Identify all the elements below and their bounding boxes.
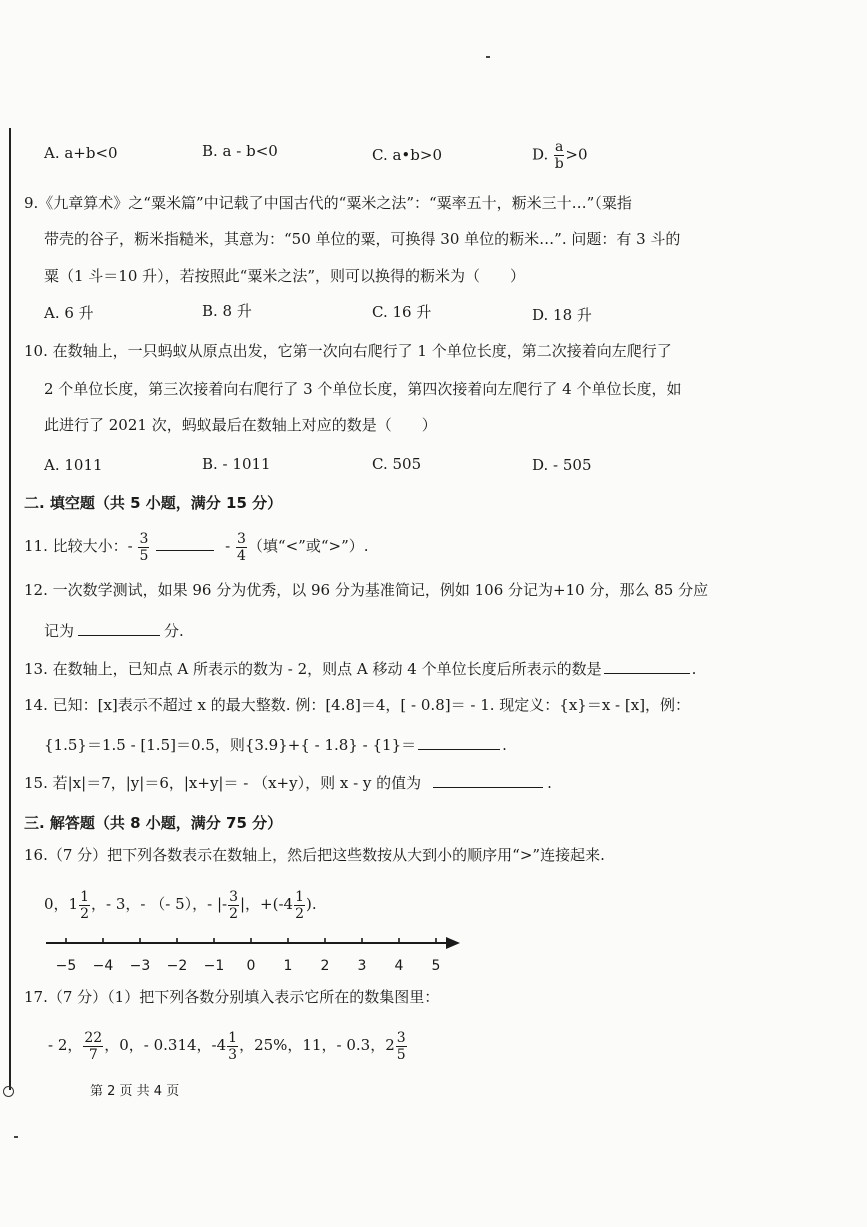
- q16-numbers-mid: ，- 3，- （- 5），- |-: [91, 895, 228, 913]
- number-line-tick-label: −5: [55, 958, 77, 974]
- q10-option-b: B. - 1011: [202, 455, 271, 473]
- number-line-arrow-icon: [446, 937, 460, 949]
- q8-option-d-suffix: >0: [565, 145, 588, 164]
- fraction-denominator: 5: [139, 547, 149, 564]
- q8-option-a: A. a+b<0: [44, 144, 118, 162]
- q11: [24, 526, 369, 566]
- q10-option-d: D. - 505: [532, 456, 592, 474]
- q14-end: .: [502, 736, 507, 754]
- q15-answer-blank[interactable]: [433, 773, 543, 788]
- fraction-numerator: 3: [229, 888, 238, 905]
- q17-fraction-1: [83, 1031, 103, 1062]
- fraction-numerator: 1: [228, 1029, 238, 1046]
- fraction-denominator: 5: [396, 1046, 406, 1063]
- q16-mixed-whole: 1: [68, 895, 79, 913]
- q9-line-2: 带壳的谷子，粝米指糙米，其意为：“50 单位的粟，可换得 30 单位的粝米…”. 问题：有 3 斗的: [44, 230, 681, 248]
- q14-text: {1.5}＝1.5 - [1.5]＝0.5，则{3.9}+{ - 1.8} - {1}＝: [44, 736, 417, 754]
- fraction-numerator: 3: [396, 1029, 406, 1046]
- number-line-axis: [44, 928, 464, 958]
- q9-option-d: D. 18 升: [532, 306, 592, 324]
- fraction-denominator: 2: [295, 905, 305, 922]
- fraction-numerator: a: [555, 139, 564, 155]
- fraction-numerator: 1: [80, 888, 90, 905]
- q8-option-d: [532, 140, 588, 171]
- fraction-denominator: 2: [80, 905, 90, 922]
- q11-suffix: （填“<”或“>”）.: [247, 537, 369, 555]
- fraction-numerator: 3: [237, 530, 246, 547]
- q17-numbers-mid: ，0，- 0.314，-4: [104, 1036, 227, 1054]
- q17-number-a: - 2，: [48, 1036, 83, 1054]
- q16-fraction-2: [228, 890, 239, 921]
- fraction-numerator: 22: [84, 1029, 103, 1046]
- q11-fraction-1: [138, 532, 149, 563]
- q12-answer-blank[interactable]: [78, 621, 160, 636]
- fraction-numerator: 1: [295, 888, 305, 905]
- q14-line-2: [44, 735, 507, 755]
- q13-end: .: [691, 660, 697, 678]
- q10-line-1: 10. 在数轴上，一只蚂蚁从原点出发，它第一次向右爬行了 1 个单位长度，第二次接着向左爬行了: [24, 342, 672, 360]
- number-line-tick-label: 3: [357, 958, 367, 974]
- fraction-denominator: b: [554, 156, 564, 172]
- fraction-denominator: 7: [88, 1046, 98, 1063]
- q16-fraction-1: [79, 890, 90, 921]
- q17-numbers-mid-2: ，25%，11，- 0.3，2: [239, 1036, 395, 1054]
- q16-numbers: [44, 884, 317, 924]
- scan-speck: [486, 56, 490, 58]
- q12-line-2: [44, 621, 184, 641]
- q10-option-c: C. 505: [372, 455, 422, 473]
- q13-answer-blank[interactable]: [604, 659, 690, 674]
- q16-fraction-3: [294, 890, 305, 921]
- q15-text: 15. 若|x|＝7，|y|＝6，|x+y|＝ - （x+y），则 x - y 的值为: [24, 774, 422, 792]
- fraction-denominator: 4: [237, 547, 246, 564]
- q11-prefix: 11. 比较大小：-: [24, 537, 138, 555]
- fraction-denominator: 2: [229, 905, 238, 922]
- page-footer: 第 2 页 共 4 页: [90, 1084, 180, 1099]
- q8-option-d-prefix: D.: [532, 145, 554, 164]
- number-line-tick-label: 5: [431, 958, 441, 974]
- q14-answer-blank[interactable]: [418, 735, 500, 750]
- q11-mid: -: [220, 537, 235, 555]
- section-3-heading: 三. 解答题（共 8 小题，满分 75 分）: [24, 814, 283, 832]
- q17-numbers: [48, 1022, 408, 1068]
- number-line-tick-label: 0: [246, 958, 256, 974]
- fraction-denominator: 3: [228, 1046, 238, 1063]
- q12-prefix: 记为: [44, 622, 75, 640]
- q16-numbers-end: ).: [306, 895, 317, 913]
- q16-stem: 16.（7 分）把下列各数表示在数轴上，然后把这些数按从大到小的顺序用“>”连接起来.: [24, 846, 605, 864]
- number-line-tick-label: 1: [283, 958, 293, 974]
- number-line-tick-label: −3: [129, 958, 151, 974]
- q9-option-c: C. 16 升: [372, 303, 432, 321]
- number-line-tick-label: −1: [203, 958, 225, 974]
- q10-line-3: 此进行了 2021 次，蚂蚁最后在数轴上对应的数是（ ）: [44, 416, 437, 434]
- q10-option-a: A. 1011: [44, 456, 103, 474]
- q12-suffix: 分.: [164, 622, 184, 640]
- q10-line-2: 2 个单位长度，第三次接着向右爬行了 3 个单位长度，第四次接着向左爬行了 4 个单位长度，如: [44, 380, 682, 398]
- section-2-heading: 二. 填空题（共 5 小题，满分 15 分）: [24, 494, 283, 512]
- number-line: [44, 928, 464, 978]
- q14-line-1: 14. 已知：[x]表示不超过 x 的最大整数. 例：[4.8]＝4，[ - 0.8]＝ - 1. 现定义：{x}＝x - [x]，例：: [24, 696, 691, 714]
- margin-rule: [9, 128, 11, 1090]
- number-line-tick-label: 4: [394, 958, 404, 974]
- q13-text: 13. 在数轴上，已知点 A 所表示的数为 - 2，则点 A 移动 4 个单位长度后所表示的数是: [24, 660, 602, 678]
- q17-fraction-2: [227, 1031, 238, 1062]
- fraction-numerator: 3: [139, 530, 149, 547]
- q13: [24, 659, 696, 679]
- q15: [24, 773, 552, 793]
- q16-number-0: 0，: [44, 895, 69, 913]
- number-line-tick-label: 2: [320, 958, 330, 974]
- q17-stem: 17.（7 分）（1）把下列各数分别填入表示它所在的数集图里：: [24, 988, 440, 1006]
- q11-answer-blank[interactable]: [156, 536, 214, 551]
- number-line-tick-label: −2: [166, 958, 188, 974]
- q9-line-3: 粟（1 斗＝10 升），若按照此“粟米之法”，则可以换得的粝米为（ ）: [44, 267, 526, 285]
- q11-fraction-2: [236, 532, 247, 563]
- q8-option-b: B. a - b<0: [202, 142, 278, 160]
- q16-numbers-mid-2: |，+(-4: [240, 895, 294, 913]
- q9-option-a: A. 6 升: [44, 304, 94, 322]
- q15-end: .: [547, 774, 552, 792]
- q9-option-b: B. 8 升: [202, 302, 252, 320]
- q8-option-c: C. a•b>0: [372, 146, 442, 164]
- number-line-tick-label: −4: [92, 958, 114, 974]
- q9-line-1: 9.《九章算术》之“粟米篇”中记载了中国古代的“粟米之法”：“粟率五十，粝米三十…”（粟指: [24, 194, 632, 212]
- q8-option-d-fraction: [554, 140, 564, 171]
- q12-line-1: 12. 一次数学测试，如果 96 分为优秀，以 96 分为基准简记，例如 106 分记为+10 分，那么 85 分应: [24, 581, 709, 599]
- q17-fraction-3: [396, 1031, 407, 1062]
- scan-speck: [14, 1136, 18, 1138]
- binding-hole-icon: [3, 1086, 14, 1097]
